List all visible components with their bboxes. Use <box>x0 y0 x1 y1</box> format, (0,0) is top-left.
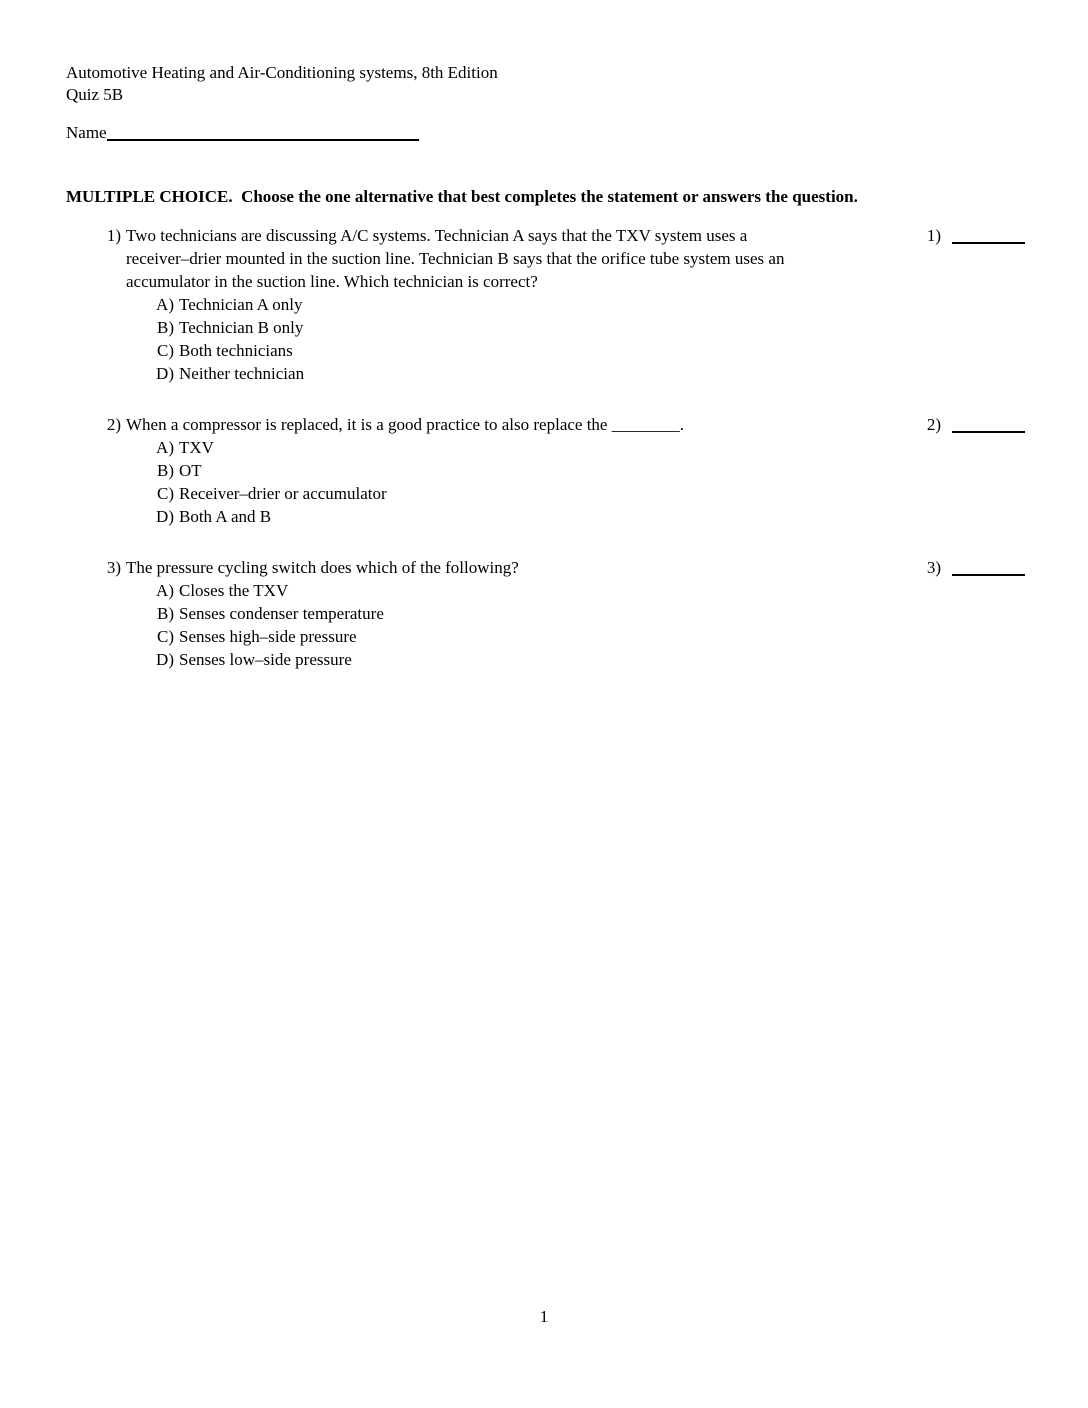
question-number: 1) <box>106 226 121 245</box>
option-row <box>150 293 1088 316</box>
question-text <box>126 556 926 579</box>
question-text-line: Two technicians are discussing A/C systems. Technician A says that the TXV system uses a <box>126 226 748 245</box>
option-letter: A) <box>156 438 174 457</box>
question-1 <box>0 224 1088 385</box>
option-row <box>150 436 1088 459</box>
answer-slot <box>915 413 1025 436</box>
option-row <box>150 339 1088 362</box>
option-letter: A) <box>156 295 174 314</box>
answer-blank-line <box>952 559 1025 576</box>
option-text: Technician B only <box>179 318 304 337</box>
instructions-heading: MULTIPLE CHOICE. Choose the one alternative that best completes the statement or answers the question. <box>66 187 858 206</box>
option-letter: C) <box>157 627 174 646</box>
name-blank-line <box>107 124 419 141</box>
option-text: Senses low–side pressure <box>179 650 352 669</box>
option-letter: D) <box>156 364 174 383</box>
option-letter: B) <box>157 461 174 480</box>
option-row <box>150 579 1088 602</box>
option-text: Technician A only <box>179 295 303 314</box>
option-letter: B) <box>157 318 174 337</box>
question-list <box>0 224 1088 699</box>
option-row <box>150 316 1088 339</box>
option-text: Receiver–drier or accumulator <box>179 484 387 503</box>
option-text: Neither technician <box>179 364 305 383</box>
question-2 <box>0 413 1088 528</box>
option-text: OT <box>179 461 202 480</box>
question-text-line: receiver–drier mounted in the suction line. Technician B says that the orifice tube system uses an <box>126 249 785 268</box>
page-number: 1 <box>539 1307 549 1326</box>
question-number: 3) <box>106 558 121 577</box>
question-text-line: The pressure cycling switch does which of the following? <box>126 558 519 577</box>
question-number: 2) <box>106 415 121 434</box>
question-text <box>126 413 926 436</box>
question-text-line: accumulator in the suction line. Which technician is correct? <box>126 272 538 291</box>
answer-slot-number: 3) <box>926 558 941 577</box>
name-row <box>66 121 419 144</box>
option-row <box>150 459 1088 482</box>
option-row <box>150 505 1088 528</box>
option-letter: C) <box>157 484 174 503</box>
question-text <box>126 224 926 293</box>
answer-slot <box>915 224 1025 247</box>
document-title: Automotive Heating and Air-Conditioning systems, 8th Edition <box>66 63 498 82</box>
document-header <box>66 62 498 106</box>
option-letter: D) <box>156 507 174 526</box>
question-text-line: When a compressor is replaced, it is a good practice to also replace the ________. <box>126 415 684 434</box>
answer-slot-number: 2) <box>926 415 941 434</box>
option-letter: B) <box>157 604 174 623</box>
option-letter: C) <box>157 341 174 360</box>
option-row <box>150 625 1088 648</box>
quiz-subtitle: Quiz 5B <box>66 85 124 104</box>
option-row <box>150 648 1088 671</box>
question-3 <box>0 556 1088 671</box>
answer-blank-line <box>952 227 1025 244</box>
option-letter: A) <box>156 581 174 600</box>
option-row <box>150 362 1088 385</box>
option-row <box>150 482 1088 505</box>
name-label: Name <box>66 123 107 142</box>
answer-blank-line <box>952 416 1025 433</box>
option-row <box>150 602 1088 625</box>
option-text: Senses high–side pressure <box>179 627 357 646</box>
option-text: Senses condenser temperature <box>179 604 384 623</box>
option-text: Both A and B <box>179 507 272 526</box>
answer-slot-number: 1) <box>926 226 941 245</box>
option-text: Closes the TXV <box>179 581 289 600</box>
option-text: TXV <box>179 438 214 457</box>
answer-slot <box>915 556 1025 579</box>
option-letter: D) <box>156 650 174 669</box>
option-text: Both technicians <box>179 341 293 360</box>
